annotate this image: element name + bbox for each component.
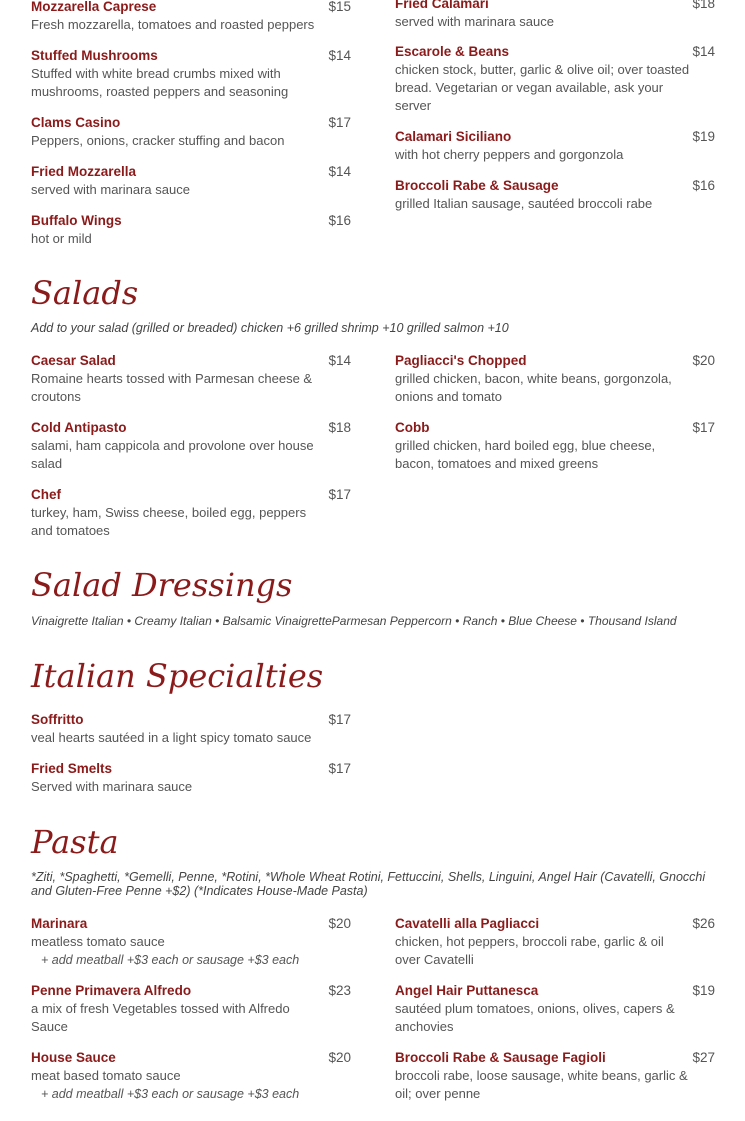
item-price: $14	[328, 353, 351, 368]
item-name: Cold Antipasto	[31, 420, 127, 435]
item-name: Escarole & Beans	[395, 44, 510, 59]
item-name: Cobb	[395, 420, 430, 435]
item-addon: + add meatball +$3 each or sausage +$3 each	[41, 1087, 300, 1101]
item-name: House Sauce	[31, 1050, 116, 1065]
item-price: $26	[692, 916, 715, 931]
item-description: with hot cherry peppers and gorgonzola	[395, 147, 624, 162]
item-description-text: meatless tomato sauce	[31, 934, 165, 949]
section-title-salads: Salads	[31, 274, 139, 312]
item-description: Stuffed with white bread crumbs mixed with mushrooms, roasted peppers and seasoning	[31, 66, 289, 99]
item-price: $27	[692, 1050, 715, 1065]
item-price: $19	[692, 129, 715, 144]
item-name: Stuffed Mushrooms	[31, 48, 158, 63]
item-description: served with marinara sauce	[31, 182, 190, 197]
item-price: $20	[328, 916, 351, 931]
item-price: $14	[328, 48, 351, 63]
item-price: $17	[328, 487, 351, 502]
item-name: Broccoli Rabe & Sausage Fagioli	[395, 1050, 606, 1065]
salad-addons-note: Add to your salad (grilled or breaded) chicken +6 grilled shrimp +10 grilled salmon +10	[31, 321, 509, 335]
item-description: sautéed plum tomatoes, onions, olives, capers & anchovies	[395, 1001, 675, 1034]
item-description	[31, 933, 327, 969]
item-description: a mix of fresh Vegetables tossed with Alfredo Sauce	[31, 1001, 290, 1034]
item-description: chicken, hot peppers, broccoli rabe, garlic & oil over Cavatelli	[395, 934, 664, 967]
item-name: Fried Smelts	[31, 761, 113, 776]
item-price: $14	[692, 44, 715, 59]
dressings-list: Vinaigrette Italian • Creamy Italian • Balsamic VinaigretteParmesan Peppercorn • Ranch • Blue Cheese • Thousand Island	[31, 614, 677, 628]
item-price: $20	[328, 1050, 351, 1065]
item-addon: + add meatball +$3 each or sausage +$3 each	[41, 953, 300, 967]
item-description: Served with marinara sauce	[31, 779, 193, 794]
item-price: $20	[692, 353, 715, 368]
item-name: Clams Casino	[31, 115, 121, 130]
item-price: $16	[328, 213, 351, 228]
item-price: $17	[692, 420, 715, 435]
item-description: grilled chicken, bacon, white beans, gorgonzola, onions and tomato	[395, 371, 672, 404]
item-name: Buffalo Wings	[31, 213, 122, 228]
item-price: $17	[328, 761, 351, 776]
item-description: chicken stock, butter, garlic & olive oil; over toasted bread. Vegetarian or vegan available, ask your server	[395, 62, 690, 113]
item-name: Penne Primavera Alfredo	[31, 983, 192, 998]
item-description: served with marinara sauce	[395, 14, 554, 29]
item-price: $16	[692, 178, 715, 193]
item-price: $17	[328, 115, 351, 130]
item-description: Fresh mozzarella, tomatoes and roasted peppers	[31, 17, 315, 32]
item-price: $14	[328, 164, 351, 179]
item-name: Fried Mozzarella	[31, 164, 137, 179]
item-name: Cavatelli alla Pagliacci	[395, 916, 540, 931]
item-description: veal hearts sautéed in a light spicy tomato sauce	[31, 730, 312, 745]
item-price: $23	[328, 983, 351, 998]
section-title-pasta: Pasta	[31, 823, 119, 861]
item-price: $18	[328, 420, 351, 435]
item-description: broccoli rabe, loose sausage, white beans, garlic & oil; over penne	[395, 1068, 688, 1101]
item-name: Chef	[31, 487, 61, 502]
item-description: Romaine hearts tossed with Parmesan cheese & croutons	[31, 371, 313, 404]
section-title-dressings: Salad Dressings	[31, 566, 293, 604]
item-description: grilled chicken, hard boiled egg, blue cheese, bacon, tomatoes and mixed greens	[395, 438, 656, 471]
item-name: Calamari Siciliano	[395, 129, 512, 144]
section-title-specialties: Italian Specialties	[31, 657, 324, 695]
item-description-text: meat based tomato sauce	[31, 1068, 181, 1083]
item-name: Broccoli Rabe & Sausage	[395, 178, 559, 193]
item-description: grilled Italian sausage, sautéed broccoli rabe	[395, 196, 653, 211]
item-price: $15	[328, 0, 351, 14]
item-name: Angel Hair Puttanesca	[395, 983, 539, 998]
item-price: $17	[328, 712, 351, 727]
item-description: hot or mild	[31, 231, 92, 246]
item-price: $19	[692, 983, 715, 998]
item-description: Peppers, onions, cracker stuffing and bacon	[31, 133, 285, 148]
item-price: $18	[692, 0, 715, 11]
item-name: Caesar Salad	[31, 353, 116, 368]
item-name: Pagliacci's Chopped	[395, 353, 527, 368]
item-name: Marinara	[31, 916, 88, 931]
item-description	[31, 1067, 327, 1103]
item-name: Mozzarella Caprese	[31, 0, 157, 14]
pasta-types-note: *Ziti, *Spaghetti, *Gemelli, Penne, *Rotini, *Whole Wheat Rotini, Fettuccini, Shells, Linguini, Angel Hair (Cavatelli, Gnocchi and Gluten-Free Penne +$2) (*Indicates House-Made Pasta)	[31, 870, 706, 898]
item-name: Fried Calamari	[395, 0, 489, 11]
item-description: salami, ham cappicola and provolone over house salad	[31, 438, 314, 471]
item-name: Soffritto	[31, 712, 84, 727]
item-description: turkey, ham, Swiss cheese, boiled egg, peppers and tomatoes	[31, 505, 307, 538]
